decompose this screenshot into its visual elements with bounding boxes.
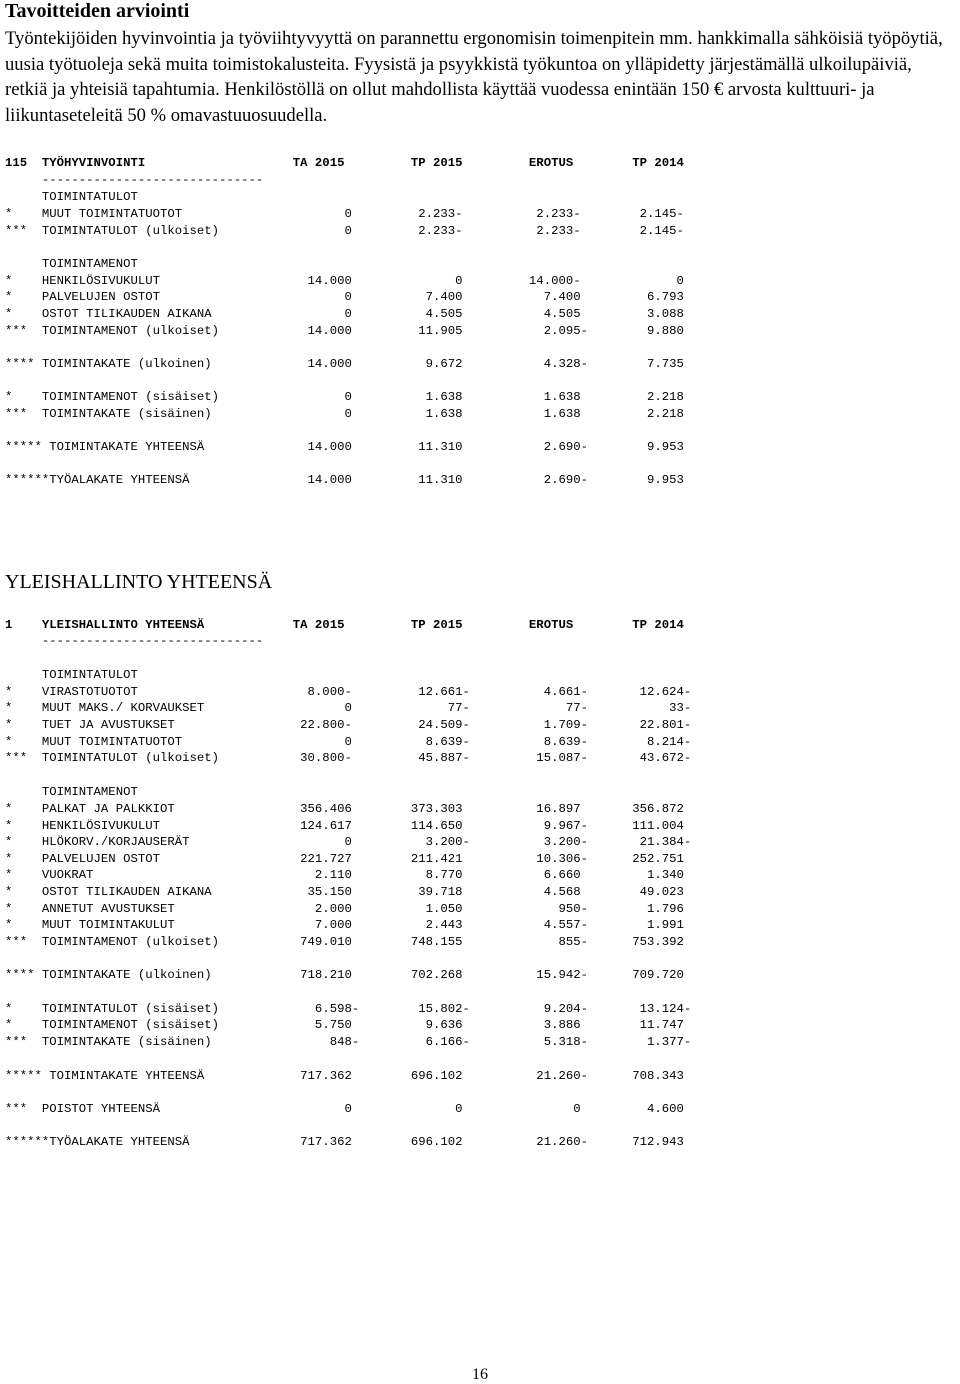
- table2-line: *** TOIMINTAMENOT (ulkoiset) 749.010 748.155 855- 753.392: [5, 935, 684, 949]
- table2-line: *** TOIMINTATULOT (ulkoiset) 30.800- 45.887- 15.087- 43.672-: [5, 751, 692, 765]
- table2-line: * MUUT MAKS./ KORVAUKSET 0 77- 77- 33-: [5, 701, 692, 715]
- table1-line: TOIMINTAMENOT: [5, 257, 138, 271]
- table2-line: *** POISTOT YHTEENSÄ 0 0 0 4.600: [5, 1102, 684, 1116]
- table1-line: * OSTOT TILIKAUDEN AIKANA 0 4.505 4.505 3.088: [5, 307, 684, 321]
- table1-line: TOIMINTATULOT: [5, 190, 138, 204]
- table1-header: 115 TYÖHYVINVOINTI TA 2015 TP 2015 EROTUS TP 2014: [5, 156, 684, 170]
- table2-line: *** TOIMINTAKATE (sisäinen) 848- 6.166- 5.318- 1.377-: [5, 1035, 692, 1049]
- page-number: 16: [472, 1366, 488, 1383]
- table2-line: TOIMINTAMENOT: [5, 785, 138, 799]
- table1-line: ***** TOIMINTAKATE YHTEENSÄ 14.000 11.310 2.690- 9.953: [5, 440, 684, 454]
- table2-line: * MUUT TOIMINTAKULUT 7.000 2.443 4.557- 1.991: [5, 918, 684, 932]
- table2-header: 1 YLEISHALLINTO YHTEENSÄ TA 2015 TP 2015 EROTUS TP 2014: [5, 618, 684, 632]
- table2-line: ******TYÖALAKATE YHTEENSÄ 717.362 696.102 21.260- 712.943: [5, 1135, 684, 1149]
- table2-line: * TUET JA AVUSTUKSET 22.800- 24.509- 1.709- 22.801-: [5, 718, 692, 732]
- table2-line: * OSTOT TILIKAUDEN AIKANA 35.150 39.718 4.568 49.023: [5, 885, 684, 899]
- table2-line: * TOIMINTAMENOT (sisäiset) 5.750 9.636 3.886 11.747: [5, 1018, 684, 1032]
- table2-rule: ------------------------------: [5, 634, 264, 648]
- table2-line: * PALVELUJEN OSTOT 221.727 211.421 10.306- 252.751: [5, 852, 684, 866]
- table1-line: * TOIMINTAMENOT (sisäiset) 0 1.638 1.638 2.218: [5, 390, 684, 404]
- table1-line: ******TYÖALAKATE YHTEENSÄ 14.000 11.310 2.690- 9.953: [5, 473, 684, 487]
- table1-line: * HENKILÖSIVUKULUT 14.000 0 14.000- 0: [5, 274, 684, 288]
- table1-line: *** TOIMINTAKATE (sisäinen) 0 1.638 1.638 2.218: [5, 407, 684, 421]
- table2-line: TOIMINTATULOT: [5, 668, 138, 682]
- table2-line: * HLÖKORV./KORJAUSERÄT 0 3.200- 3.200- 21.384-: [5, 835, 692, 849]
- section-heading: Tavoitteiden arviointi: [5, 0, 190, 22]
- table1-line: * MUUT TOIMINTATUOTOT 0 2.233- 2.233- 2.145-: [5, 207, 684, 221]
- table2-line: * VUOKRAT 2.110 8.770 6.660 1.340: [5, 868, 684, 882]
- table2-line: ***** TOIMINTAKATE YHTEENSÄ 717.362 696.102 21.260- 708.343: [5, 1069, 684, 1083]
- table2-line: * TOIMINTATULOT (sisäiset) 6.598- 15.802- 9.204- 13.124-: [5, 1002, 692, 1016]
- section2-title: YLEISHALLINTO YHTEENSÄ: [5, 571, 273, 593]
- table2-line: * PALKAT JA PALKKIOT 356.406 373.303 16.897 356.872: [5, 802, 684, 816]
- table1-line: *** TOIMINTATULOT (ulkoiset) 0 2.233- 2.233- 2.145-: [5, 224, 684, 238]
- table2-line: * ANNETUT AVUSTUKSET 2.000 1.050 950- 1.796: [5, 902, 684, 916]
- table1-rule: ------------------------------: [5, 173, 264, 187]
- table2-line: * MUUT TOIMINTATUOTOT 0 8.639- 8.639- 8.214-: [5, 735, 692, 749]
- table1-line: **** TOIMINTAKATE (ulkoinen) 14.000 9.672 4.328- 7.735: [5, 357, 684, 371]
- table2-line: * HENKILÖSIVUKULUT 124.617 114.650 9.967- 111.004: [5, 819, 684, 833]
- table1-line: * PALVELUJEN OSTOT 0 7.400 7.400 6.793: [5, 290, 684, 304]
- intro-paragraph: Työntekijöiden hyvinvointia ja työviihtyvyyttä on parannettu ergonomisin toimenpitein mm. hankkimalla sähköisiä työpöytiä, uusia työtuoleja sekä muita toimistokalusteita. Fyysistä ja psyykkistä työkuntoa on ylläpidetty järjestämällä ulkoilupäiviä, retkiä ja yhteisiä tapahtumia. Henkilöstöllä on ollut mahdollista käyttää vuodessa enintään 150 € arvosta kulttuuri- ja liikuntaseteleitä 50 % omavastuuosuudella.: [5, 28, 943, 126]
- table1-line: *** TOIMINTAMENOT (ulkoiset) 14.000 11.905 2.095- 9.880: [5, 324, 684, 338]
- table2-line: * VIRASTOTUOTOT 8.000- 12.661- 4.661- 12.624-: [5, 685, 692, 699]
- table2-line: **** TOIMINTAKATE (ulkoinen) 718.210 702.268 15.942- 709.720: [5, 968, 684, 982]
